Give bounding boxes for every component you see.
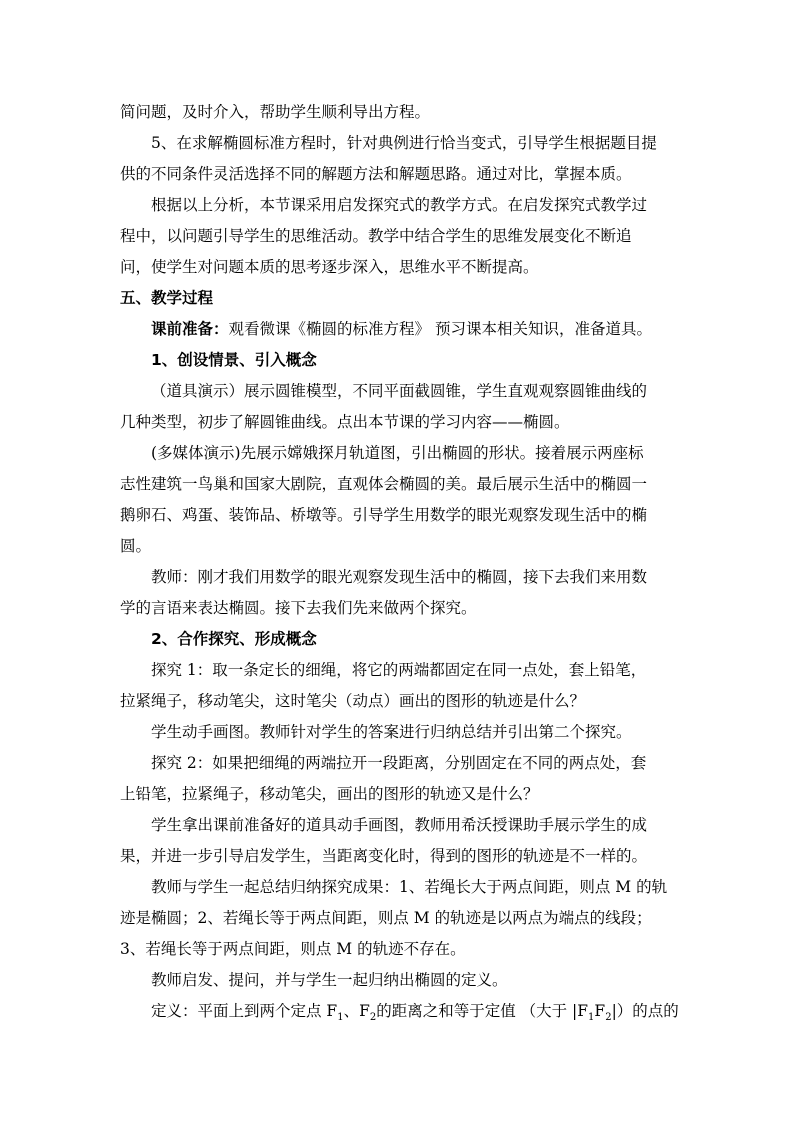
- section-heading: 五、教学过程: [120, 289, 214, 307]
- subscript: 1: [588, 1012, 595, 1024]
- prep-paragraph: [120, 314, 668, 345]
- paragraph-line: 鹅卵石、鸡蛋、装饰品、桥墩等。引导学生用数学的眼光观察发现生活中的椭: [120, 506, 648, 524]
- document-body: [120, 97, 679, 1027]
- paragraph-line: 果，并进一步引导启发学生，当距离变化时，得到的图形的轨迹是不一样的。: [120, 847, 648, 865]
- subscript: 1: [337, 1012, 344, 1024]
- definition-text: |）的点的: [611, 1002, 679, 1020]
- definition-text: 的距离之和等于定值 （大于 |F: [376, 1002, 589, 1020]
- paragraph-line: 学生动手画图。教师针对学生的答案进行归纳总结并引出第二个探究。: [151, 723, 632, 741]
- paragraph-line: （道具演示）展示圆锥模型，不同平面截圆锥，学生直观观察圆锥曲线的: [151, 382, 648, 400]
- definition-text: 、F: [343, 1002, 370, 1020]
- paragraph-line: 教师与学生一起总结归纳探究成果：1、若绳长大于两点间距，则点 M 的轨: [151, 878, 668, 896]
- paragraph-line: 3、若绳长等于两点间距，则点 M 的轨迹不存在。: [120, 940, 466, 958]
- paragraph-line: 学的言语来表达椭圆。接下去我们先来做两个探究。: [120, 599, 477, 617]
- paragraph-line: 教师：刚才我们用数学的眼光观察发现生活中的椭圆，接下去我们来用数: [151, 568, 648, 586]
- subsection-heading: 1、创设情景、引入概念: [151, 351, 317, 369]
- paragraph-line: 圆。: [120, 537, 152, 555]
- subsection-heading: 2、合作探究、形成概念: [151, 630, 317, 648]
- paragraph-line: 探究 2：如果把细绳的两端拉开一段距离，分别固定在不同的两点处，套: [151, 754, 647, 772]
- paragraph-line: 5、在求解椭圆标准方程时，针对典例进行恰当变式，引导学生根据题目提: [151, 134, 657, 152]
- prep-text: 观看微课《椭圆的标准方程》 预习课本相关知识，准备道具。: [228, 320, 652, 338]
- paragraph-line: 问，使学生对问题本质的思考逐步深入，思维水平不断提高。: [120, 258, 539, 276]
- paragraph-line: 迹是椭圆；2、若绳长等于两点间距，则点 M 的轨迹是以两点为端点的线段；: [120, 909, 652, 927]
- subscript: 2: [605, 1012, 612, 1024]
- prep-label: 课前准备：: [151, 320, 229, 338]
- subscript: 2: [369, 1012, 377, 1024]
- paragraph-line: 志性建筑一鸟巢和国家大剧院，直观体会椭圆的美。最后展示生活中的椭圆一: [120, 475, 648, 493]
- paragraph-line: 上铅笔，拉紧绳子，移动笔尖，画出的图形的轨迹又是什么？: [120, 785, 539, 803]
- paragraph-line: (多媒体演示)先展示嫦娥探月轨道图，引出椭圆的形状。接着展示两座标: [151, 444, 644, 462]
- paragraph-line: 程中，以问题引导学生的思维活动。教学中结合学生的思维发展变化不断追: [120, 227, 632, 245]
- paragraph-line: 学生拿出课前准备好的道具动手画图，教师用希沃授课助手展示学生的成: [151, 816, 648, 834]
- definition-text: 定义：平面上到两个定点 F: [151, 1002, 338, 1020]
- definition-line: [120, 996, 679, 1027]
- paragraph-line: 根据以上分析，本节课采用启发探究式的教学方式。在启发探究式教学过: [151, 196, 648, 214]
- paragraph-line: 探究 1：取一条定长的细绳，将它的两端都固定在同一点处，套上铅笔，: [151, 661, 647, 679]
- paragraph-line: 教师启发、提问，并与学生一起归纳出椭圆的定义。: [151, 971, 508, 989]
- definition-text: F: [594, 1002, 606, 1020]
- paragraph-line: 简问题，及时介入，帮助学生顺利导出方程。: [120, 103, 431, 121]
- paragraph-line: 供的不同条件灵活选择不同的解题方法和解题思路。通过对比，掌握本质。: [120, 165, 632, 183]
- paragraph-line: 几种类型，初步了解圆锥曲线。点出本节课的学习内容——椭圆。: [120, 413, 570, 431]
- paragraph-line: 拉紧绳子，移动笔尖，这时笔尖（动点）画出的图形的轨迹是什么？: [120, 692, 586, 710]
